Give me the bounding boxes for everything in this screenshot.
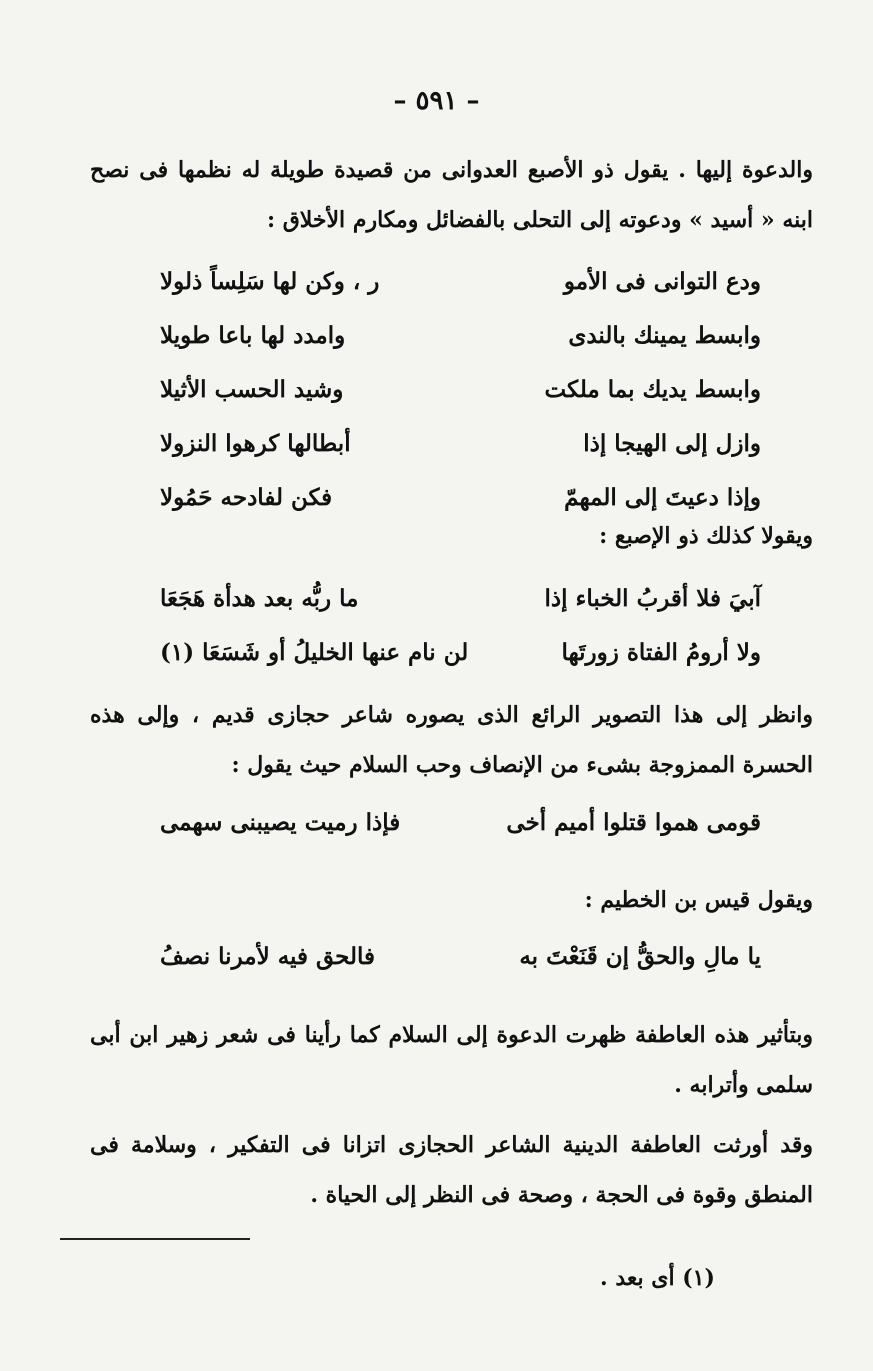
verse-first-hemistich: ودع التوانى فى الأمو: [563, 268, 761, 295]
paragraph-intro: والدعوة إليها . يقول ذو الأصبع العدوانى من قصيدة طويلة له نظمها فى نصح ابنه « أسيد » ودعوته إلى التحلى بالفضائل ومكارم الأخلاق :: [90, 157, 813, 233]
footnote: (١) أى بعد .: [600, 1265, 715, 1291]
verse-line: [160, 572, 761, 626]
verse-first-hemistich: وإذا دعيتَ إلى المهمّ: [564, 484, 761, 511]
paragraph-hijazi-poet: وانظر إلى هذا التصوير الرائع الذى يصوره شاعر حجازى قديم ، وإلى هذه الحسرة الممزوجة بشىء من الإنصاف وحب السلام حيث يقول :: [90, 702, 813, 778]
poem-my-people: [160, 796, 761, 850]
verse-line: [160, 255, 761, 309]
verse-line: [160, 309, 761, 363]
verse-second-hemistich: فالحق فيه لأمرنا نصفُ: [160, 943, 376, 970]
poem-dhul-isba-chastity: [160, 572, 761, 680]
paragraph-religious-emotion: وقد أورثت العاطفة الدينية الشاعر الحجازى اتزانا فى التفكير ، وسلامة فى المنطق وقوة فى الحجة ، وصحة فى النظر إلى الحياة .: [90, 1132, 813, 1208]
page-number: – ٥٩١ –: [393, 86, 480, 116]
verse-second-hemistich: وامدد لها باعا طويلا: [160, 322, 346, 349]
verse-line: [160, 626, 761, 680]
verse-line: [160, 930, 761, 984]
intro-qays: ويقول قيس بن الخطيم :: [584, 887, 813, 913]
verse-second-hemistich: ما ربُّه بعد هدأة هَجَعَا: [160, 585, 359, 612]
paragraph-peace-call: وبتأثير هذه العاطفة ظهرت الدعوة إلى السلام كما رأينا فى شعر زهير ابن أبى سلمى وأترابه .: [90, 1022, 813, 1098]
footnote-divider: [60, 1238, 250, 1240]
verse-first-hemistich: ولا أرومُ الفتاة زورتَها: [561, 639, 761, 666]
verse-second-hemistich: لن نام عنها الخليلُ أو شَسَعَا (١): [160, 639, 469, 666]
verse-first-hemistich: وازل إلى الهيجا إذا: [583, 430, 761, 457]
verse-second-hemistich: أبطالها كرهوا النزولا: [160, 430, 351, 457]
verse-first-hemistich: يا مالِ والحقُّ إن قَنَعْتَ به: [519, 943, 761, 970]
poem-dhul-isba-advice: [160, 255, 761, 525]
verse-first-hemistich: وابسط يمينك بالندى: [568, 322, 761, 349]
verse-second-hemistich: فإذا رميت يصيبنى سهمى: [160, 809, 401, 836]
verse-line: [160, 363, 761, 417]
verse-second-hemistich: فكن لفادحه حَمُولا: [160, 484, 333, 511]
verse-first-hemistich: وابسط يديك بما ملكت: [544, 376, 761, 403]
verse-line: [160, 417, 761, 471]
verse-second-hemistich: وشيد الحسب الأثيلا: [160, 376, 344, 403]
verse-second-hemistich: ر ، وكن لها سَلِساً ذلولا: [160, 268, 380, 295]
verse-first-hemistich: آبيَ فلا أقربُ الخباء إذا: [544, 585, 761, 612]
verse-line: [160, 796, 761, 850]
verse-first-hemistich: قومى هموا قتلوا أميم أخى: [506, 809, 761, 836]
intro-dhul-isba: ويقولا كذلك ذو الإصبع :: [599, 523, 813, 549]
poem-qays: [160, 930, 761, 984]
